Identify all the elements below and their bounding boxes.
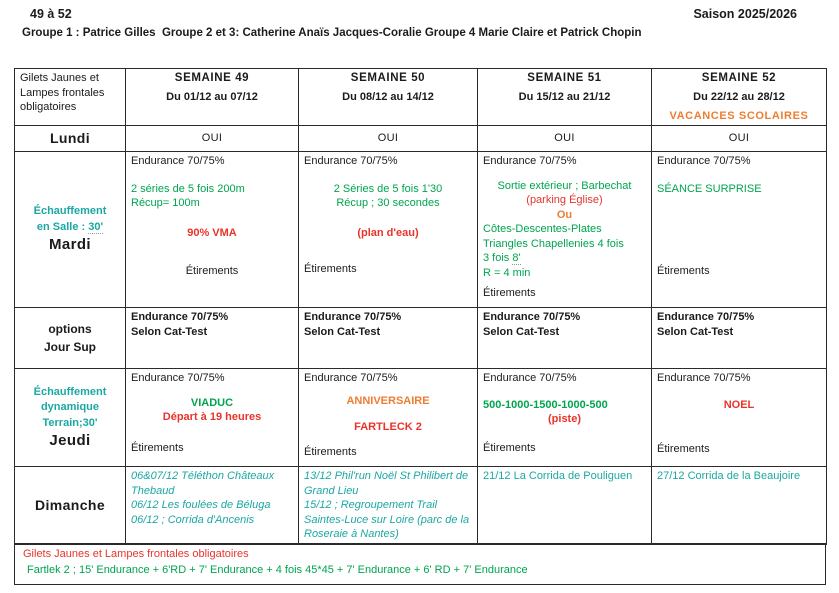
race-entry: 06/12 ; Corrida d'Ancenis [131, 513, 255, 526]
cell-line: Endurance 70/75% [483, 155, 577, 168]
tuesday-row-header [15, 152, 126, 308]
season-label: Saison 2025/2026 [693, 7, 797, 21]
row-label: Jour Sup [43, 340, 96, 355]
cell-line: Endurance 70/75% [483, 311, 581, 324]
week-49-header [126, 69, 299, 126]
week-title: SEMAINE 52 [701, 72, 777, 84]
sunday-w49-cell [126, 467, 299, 545]
week-dates: Du 01/12 au 07/12 [166, 91, 258, 104]
day-label: Dimanche [34, 497, 106, 514]
extra-day-w50-cell [299, 308, 478, 369]
race-entry: 27/12 Corrida de la Beaujoire [657, 470, 801, 483]
week-title: SEMAINE 49 [174, 72, 250, 84]
cell-line: Endurance 70/75% [657, 155, 751, 168]
warmup-duration: 30' [88, 220, 104, 233]
footer-fartlek-line: Fartlek 2 ; 15' Endurance + 6'RD + 7' Endurance + 4 fois 45*45 + 7' Endurance + 6' RD + 7' Endurance [27, 563, 528, 576]
cell-line: Endurance 70/75% [304, 155, 398, 168]
tuesday-w50-cell [299, 152, 478, 308]
tuesday-w52-cell [652, 152, 827, 308]
race-entry: 15/12 ; Regroupement Trail Saintes-Luce sur Loire (parc de la Roseraie à Nantes) [304, 499, 470, 541]
week-52-header [652, 69, 827, 126]
cell-line: Triangles Chapellenies 4 fois [483, 237, 624, 250]
extra-day-w49-cell [126, 308, 299, 369]
cell-line: SÉANCE SURPRISE [657, 182, 762, 195]
cell-line: Départ à 19 heures [162, 411, 262, 424]
cell-line: Étirements [304, 445, 357, 458]
warmup-note-text: en Salle : [36, 220, 86, 233]
cell-line: Endurance 70/75% [657, 311, 755, 324]
cell-line: Récup ; 30 secondes [336, 197, 440, 210]
sunday-row-header [15, 467, 126, 545]
day-label: Lundi [49, 130, 91, 147]
cell-line: VIADUC [190, 396, 234, 409]
monday-w51-cell: OUI [478, 126, 652, 152]
extra-day-w52-cell [652, 308, 827, 369]
cell-line: Endurance 70/75% [131, 372, 225, 385]
cell-line: Étirements [304, 263, 357, 276]
cell-line: Endurance 70/75% [657, 372, 751, 385]
sunday-w51-cell [478, 467, 652, 545]
week-50-header [299, 69, 478, 126]
cell-line: Étirements [131, 441, 184, 454]
sunday-w52-cell [652, 467, 827, 545]
race-entry: 06&07/12 Téléthon Châteaux Thebaud [131, 470, 275, 497]
extra-day-row [15, 308, 827, 369]
monday-w49-cell: OUI [126, 126, 299, 152]
schedule-table [14, 68, 827, 545]
warmup-note: Terrain;30' [42, 416, 98, 429]
cell-line: Endurance 70/75% [304, 311, 402, 324]
thursday-w52-cell [652, 369, 827, 467]
cell-line: Endurance 70/75% [131, 155, 225, 168]
corner-warning-line: Lampes frontales [20, 86, 105, 99]
cell-line: NOEL [723, 398, 755, 411]
row-label: options [48, 322, 92, 337]
warmup-note: Échauffement [33, 205, 107, 218]
footer-note-box [14, 543, 826, 585]
week-dates: Du 08/12 au 14/12 [342, 91, 434, 104]
week-dates: Du 15/12 au 21/12 [518, 91, 611, 104]
cell-line-text: 8' [512, 252, 521, 265]
footer-warning-line: Gilets Jaunes et Lampes frontales obligatoires [23, 548, 249, 560]
cell-line: R = 4 min [483, 266, 531, 279]
week-51-header [478, 69, 652, 126]
tuesday-w51-cell [478, 152, 652, 308]
cell-line: Sortie extérieur ; Barbechat [497, 179, 632, 192]
cell-line: (parking Église) [526, 194, 603, 207]
day-label: Mardi [48, 236, 91, 254]
sunday-w50-cell [299, 467, 478, 545]
week-title: SEMAINE 51 [527, 72, 602, 84]
corner-warning-line: Gilets Jaunes et [20, 72, 99, 84]
cell-line: Selon Cat-Test [131, 325, 208, 338]
thursday-row [15, 369, 827, 467]
cell-line-text: 3 fois [483, 252, 510, 265]
week-range-label: 49 à 52 [30, 7, 72, 21]
warmup-note [20, 220, 120, 235]
groups-line: Groupe 1 : Patrice Gilles Groupe 2 et 3: Catherine Anaïs Jacques-Coralie Groupe 4 Marie Claire et Patrick Chopin [22, 27, 642, 39]
race-entry: 13/12 Phil'run Noël St Philibert de Grand Lieu [304, 470, 469, 497]
cell-line: (plan d'eau) [357, 226, 419, 239]
extra-day-row-header [15, 308, 126, 369]
cell-line [483, 251, 646, 266]
cell-line: FARTLECK 2 [354, 421, 422, 434]
cell-line: Étirements [483, 441, 536, 454]
tuesday-w49-cell [126, 152, 299, 308]
cell-line: Endurance 70/75% [131, 311, 229, 324]
cell-line: Étirements [185, 265, 239, 278]
corner-warning-line: obligatoires [20, 101, 77, 114]
warmup-note: dynamique [40, 401, 100, 414]
corner-warning-cell [15, 69, 126, 126]
cell-line: ANNIVERSAIRE [346, 394, 430, 407]
thursday-row-header [15, 369, 126, 467]
thursday-w50-cell [299, 369, 478, 467]
warmup-note: Échauffement [33, 385, 107, 398]
cell-line: Endurance 70/75% [483, 372, 577, 385]
race-entry: 21/12 La Corrida de Pouliguen [483, 470, 633, 483]
cell-line: 2 séries de 5 fois 200m [131, 182, 245, 195]
cell-line: (piste) [548, 413, 581, 426]
monday-row-header [15, 126, 126, 152]
sunday-row [15, 467, 827, 545]
header-row [15, 69, 827, 126]
cell-line: Côtes-Descentes-Plates [483, 223, 602, 236]
school-holidays-note: VACANCES SCOLAIRES [669, 109, 809, 122]
cell-line: 500-1000-1500-1000-500 [483, 398, 608, 411]
monday-w52-cell: OUI [652, 126, 827, 152]
cell-line: Étirements [657, 265, 710, 278]
cell-line: Selon Cat-Test [657, 325, 734, 338]
cell-line: Selon Cat-Test [304, 325, 381, 338]
cell-line: Récup= 100m [131, 197, 200, 210]
tuesday-row [15, 152, 827, 308]
week-dates: Du 22/12 au 28/12 [693, 91, 785, 104]
cell-line: 2 Séries de 5 fois 1'30 [333, 182, 443, 195]
cell-line: Selon Cat-Test [483, 325, 560, 338]
cell-line: Ou [556, 208, 573, 221]
cell-line: Étirements [483, 287, 536, 300]
monday-w50-cell: OUI [299, 126, 478, 152]
race-entry: 06/12 Les foulées de Béluga [131, 499, 271, 512]
thursday-w49-cell [126, 369, 299, 467]
monday-row [15, 126, 827, 152]
thursday-w51-cell [478, 369, 652, 467]
week-title: SEMAINE 50 [350, 72, 426, 84]
cell-line: 90% VMA [187, 226, 237, 239]
cell-line: Endurance 70/75% [304, 372, 398, 385]
day-label: Jeudi [49, 431, 91, 449]
extra-day-w51-cell [478, 308, 652, 369]
cell-line: Étirements [657, 443, 710, 456]
